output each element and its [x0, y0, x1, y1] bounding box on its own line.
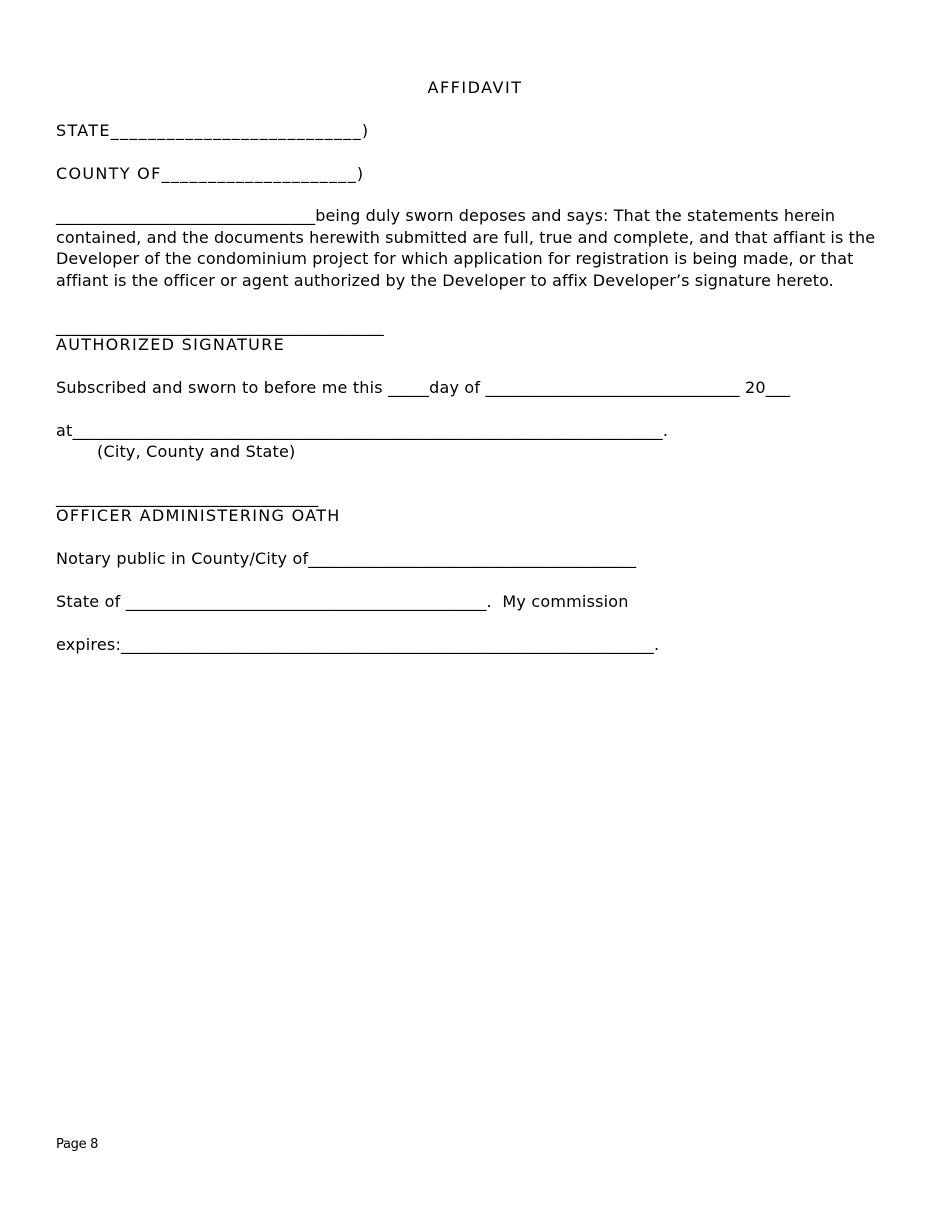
- document-title: AFFIDAVIT: [427, 78, 523, 97]
- authorized-signature-line: ________________________________________: [56, 317, 384, 336]
- authorized-signature-label: AUTHORIZED SIGNATURE: [56, 335, 286, 354]
- notary-county-line: Notary public in County/City of________________________________________: [56, 549, 637, 568]
- subscribed-sworn-line: Subscribed and sworn to before me this _____day of _______________________________ 20___: [56, 378, 791, 397]
- sworn-statement-paragraph: ________________________________being duly sworn deposes and says: That the statements herein contained, and the documents herewith submitted are full, true and complete, and that affiant is the Developer of the condominium project for which application for registration is being made, or that affiant is the officer or agent authorized by the Developer to affix Developer’s signature hereto.: [56, 206, 876, 290]
- location-caption: (City, County and State): [97, 442, 296, 461]
- officer-signature-line: ________________________________: [56, 488, 319, 507]
- location-line: at________________________________________________________________________.: [56, 421, 669, 440]
- officer-label: OFFICER ADMINISTERING OATH: [56, 506, 341, 525]
- commission-expires-line: expires:_________________________________________________________________.: [56, 635, 660, 654]
- state-line: STATE___________________________): [56, 121, 370, 140]
- state-of-commission-line: State of ____________________________________________. My commission: [56, 592, 629, 611]
- page-number: Page 8: [56, 1137, 99, 1152]
- county-line: COUNTY OF_____________________): [56, 164, 365, 183]
